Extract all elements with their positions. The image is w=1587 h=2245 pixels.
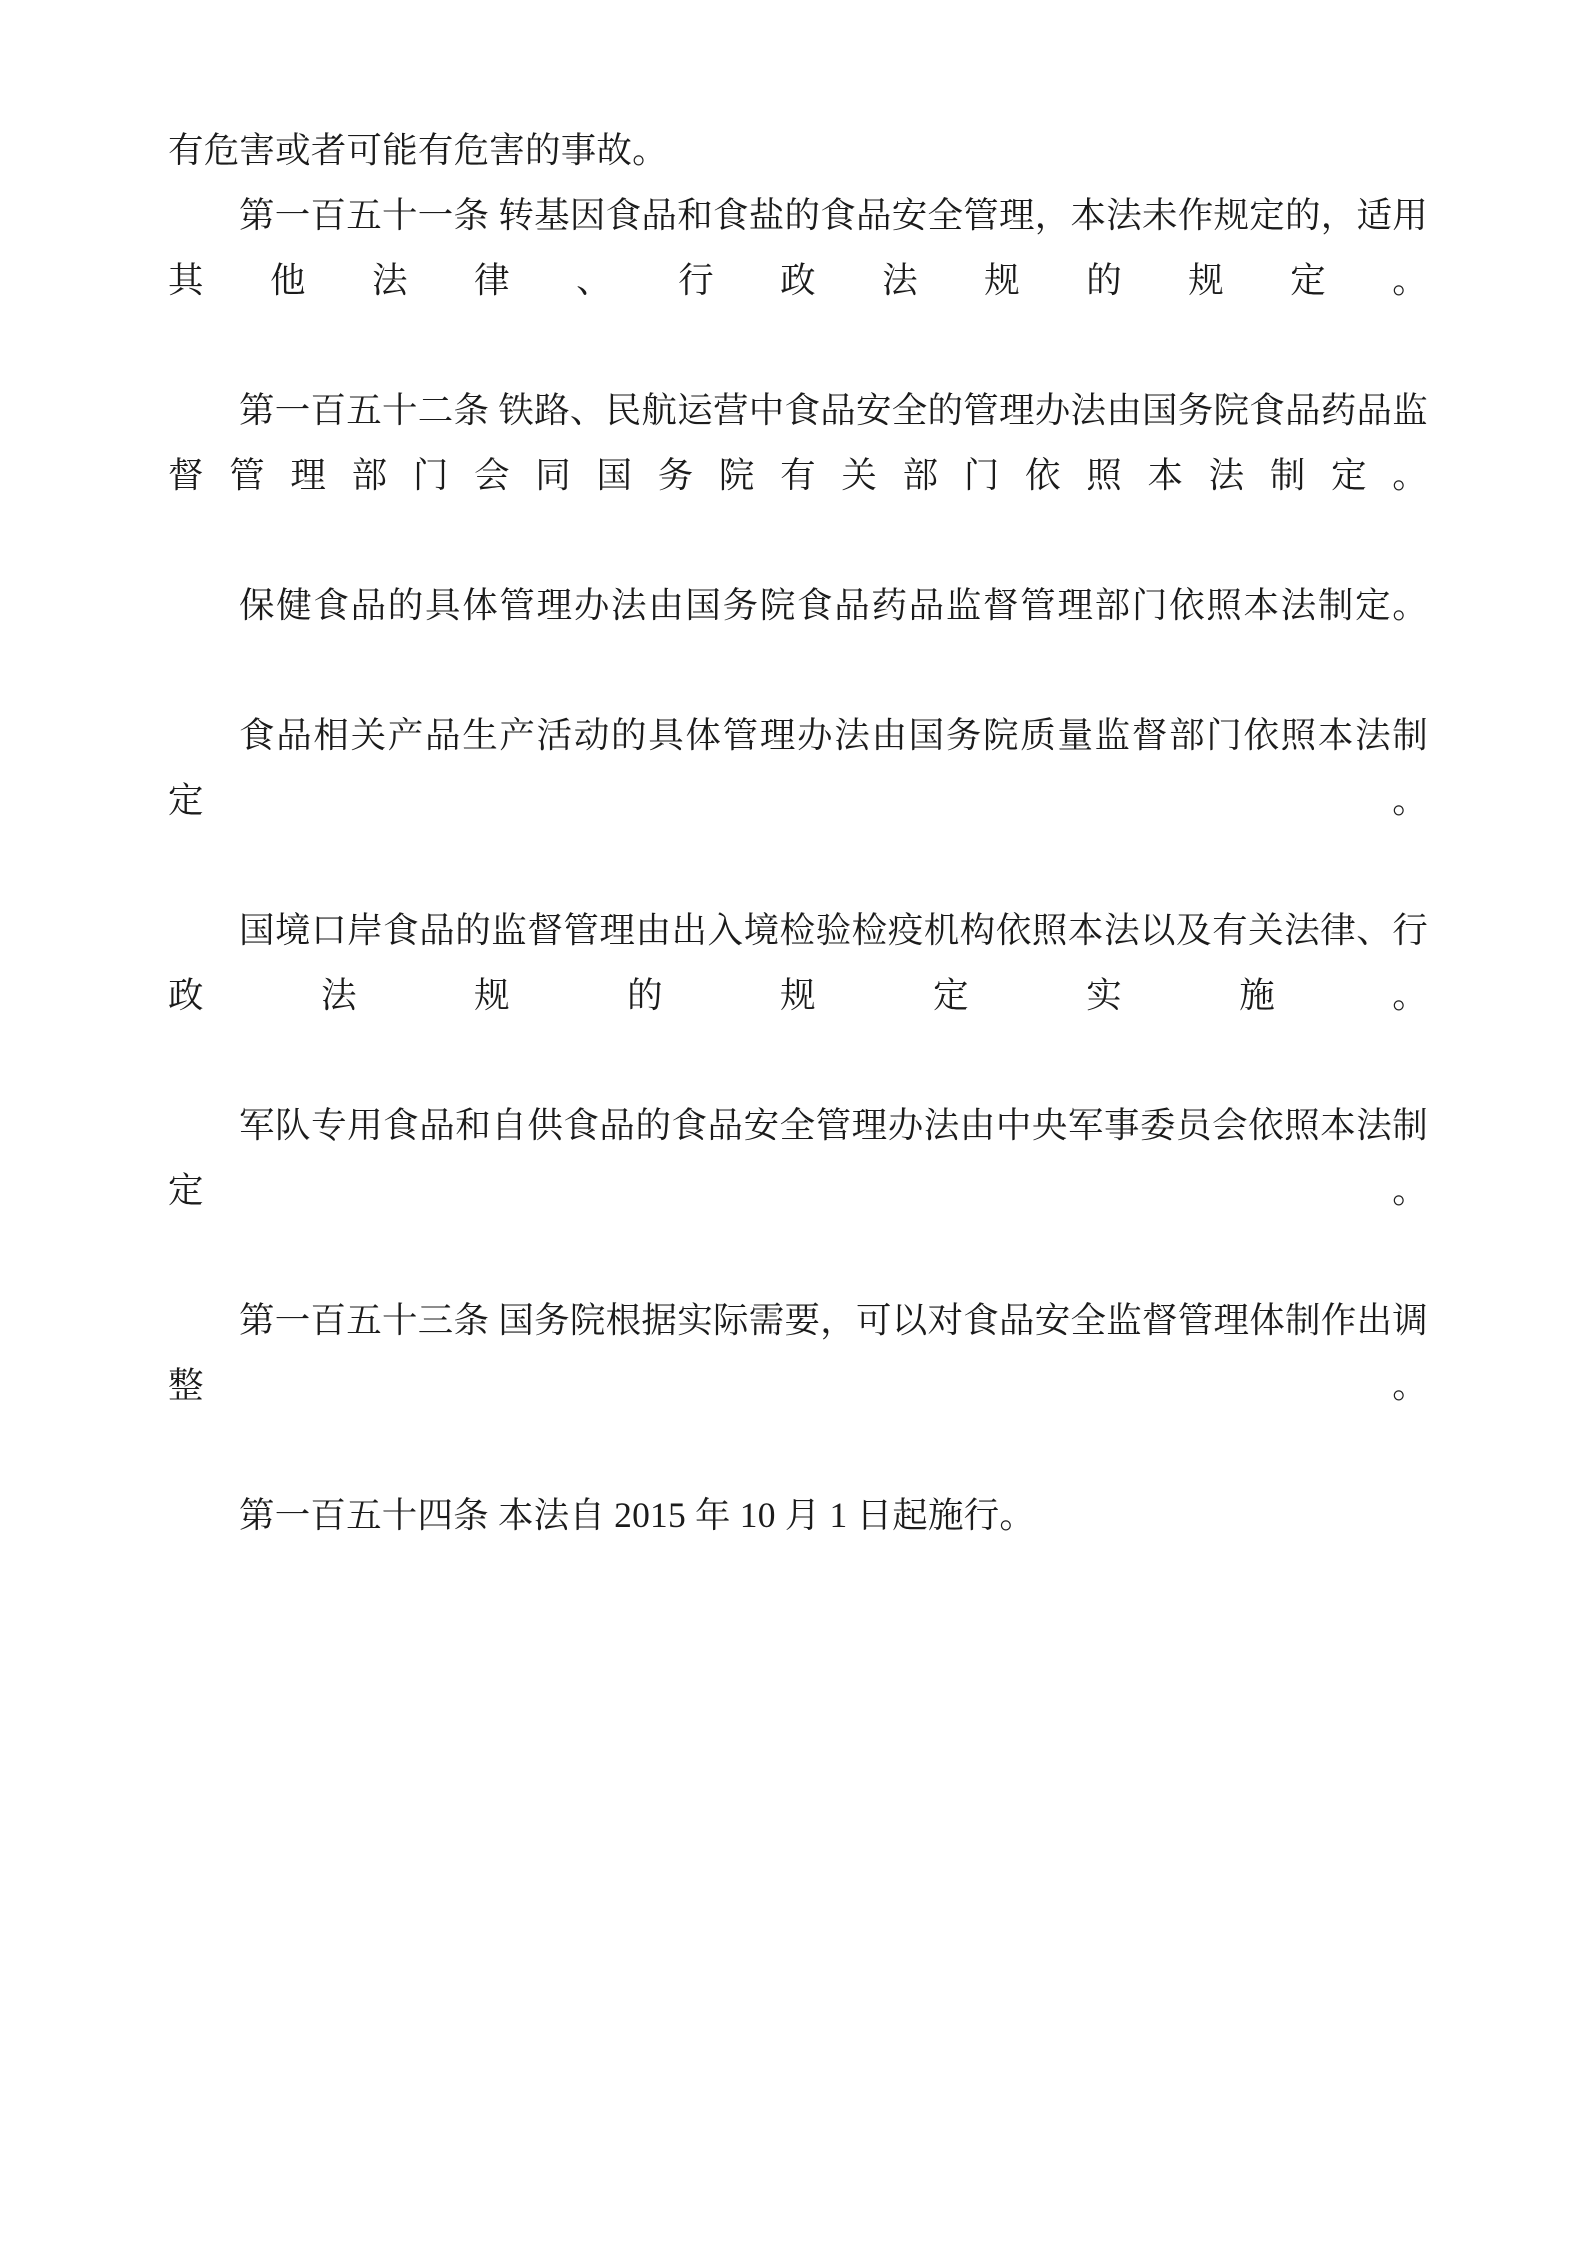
- paragraph-article-154: 第一百五十四条 本法自 2015 年 10 月 1 日起施行。: [239, 1495, 1036, 1535]
- document-body: [168, 118, 1428, 1548]
- paragraph-article-152: 第一百五十二条 铁路、民航运营中食品安全的管理办法由国务院食品药品监督管理部门会同国务院有关部门依照本法制定。: [168, 390, 1428, 495]
- paragraph-article-153: 第一百五十三条 国务院根据实际需要，可以对食品安全监督管理体制作出调整。: [168, 1300, 1428, 1405]
- paragraph-food-related-products: 食品相关产品生产活动的具体管理办法由国务院质量监督部门依照本法制定。: [168, 715, 1428, 820]
- paragraph-border-port-food: 国境口岸食品的监督管理由出入境检验检疫机构依照本法以及有关法律、行政法规的规定实施。: [168, 910, 1428, 1015]
- paragraph-health-food-measures: 保健食品的具体管理办法由国务院食品药品监督管理部门依照本法制定。: [239, 585, 1428, 625]
- paragraph-continuation: 有危害或者可能有危害的事故。: [168, 130, 668, 170]
- paragraph-article-151: 第一百五十一条 转基因食品和食盐的食品安全管理，本法未作规定的，适用其他法律、行政法规的规定。: [168, 195, 1428, 300]
- paragraph-military-food: 军队专用食品和自供食品的食品安全管理办法由中央军事委员会依照本法制定。: [168, 1105, 1428, 1210]
